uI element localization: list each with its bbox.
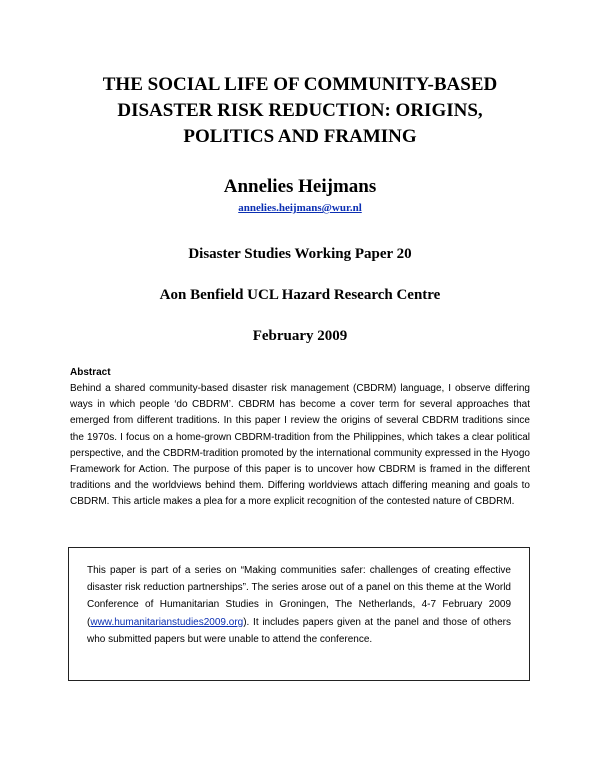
- series-note-text-after-link: ). It includes papers given at the panel and those of others who submitted papers but were unable to attend the conference.: [87, 616, 511, 645]
- author-name: Annelies Heijmans: [223, 176, 377, 197]
- series-note-box: [68, 547, 530, 681]
- author-email: [60, 201, 540, 215]
- title-line: DISASTER RISK REDUCTION: ORIGINS,: [117, 100, 483, 121]
- series-note-text-before-link: This paper is part of a series on “Making communities safer: challenges of creating effective disaster risk reduction partnerships”. The series arose out of a panel on this theme at the World Conference of Humanitarian Studies in Groningen, The Netherlands, 4-7 February 2009 (: [87, 565, 511, 628]
- series-note-text: [87, 562, 511, 648]
- research-centre: Aon Benfield UCL Hazard Research Centre: [159, 287, 441, 303]
- abstract-text: Behind a shared community-based disaster risk management (CBDRM) language, I observe differing ways in which people ‘do CBDRM’. CBDRM has become a cover term for several approaches that emerged from different traditions. In this paper I review the origins of several CBDRM traditions since the 1970s. I focus on a home-grown CBDRM-tradition from the Philippines, which takes a clear political perspective, and the CBDRM-tradition promoted by the international community expressed in the Hyogo Framework for Action. The purpose of this paper is to uncover how CBDRM is framed in the different traditions and the worldviews behind them. Differing worldviews attach differing meaning and goals to CBDRM. This article makes a plea for a more explicit recognition of the contested nature of CBDRM.: [70, 383, 530, 508]
- conference-website-link[interactable]: www.humanitarianstudies2009.org: [90, 616, 244, 628]
- title-line: POLITICS AND FRAMING: [183, 126, 417, 147]
- working-paper-label: Disaster Studies Working Paper 20: [188, 246, 412, 262]
- paper-title: [60, 72, 540, 150]
- publication-date: February 2009: [252, 328, 348, 344]
- title-line: THE SOCIAL LIFE OF COMMUNITY-BASED: [102, 74, 498, 95]
- abstract-heading: Abstract: [70, 367, 111, 378]
- author-email-link[interactable]: annelies.heijmans@wur.nl: [238, 202, 362, 214]
